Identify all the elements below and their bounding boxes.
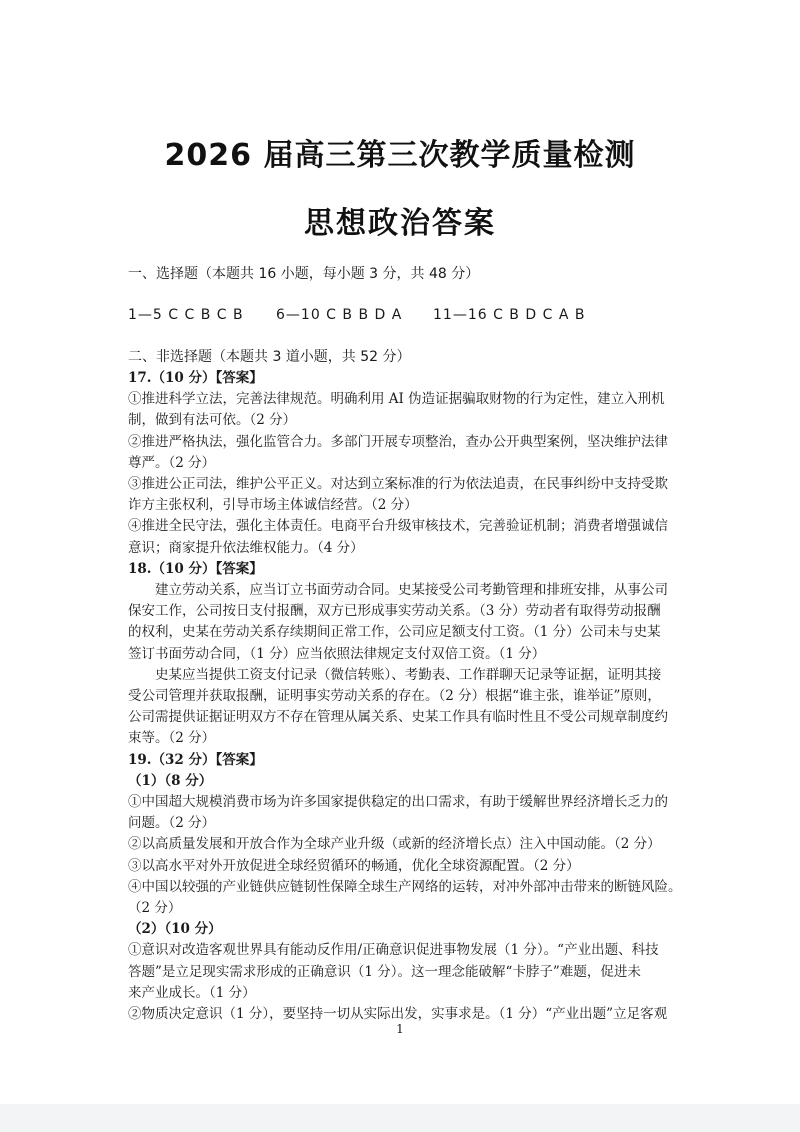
answer-line: 尊严。（2 分）	[128, 455, 216, 471]
answer-line: ②推进严格执法，强化监管合力。多部门开展专项整治，查办公开典型案例，坚决维护法律	[128, 434, 668, 450]
mc-answers-1-5: 1—5 C C B C B	[128, 307, 244, 323]
answer-line: 保安工作，公司按日支付报酬，双方已形成事实劳动关系。（3 分）劳动者有取得劳动报酬	[128, 603, 661, 619]
answer-line: ①推进科学立法，完善法律规范。明确利用 AI 伪造证据骗取财物的行为定性，建立入刑机	[128, 391, 665, 407]
answer-line: ④中国以较强的产业链供应链韧性保障全球生产网络的运转，对冲外部冲击带来的断链风险。	[128, 879, 682, 895]
answer-line: ②以高质量发展和开放合作为全球产业升级（或新的经济增长点）注入中国动能。（2 分）	[128, 836, 661, 852]
exam-title: 2026 届高三第三次教学质量检测	[164, 138, 636, 173]
answer-line: ②物质决定意识（1 分），要坚持一切从实际出发，实事求是。（1 分）“产业出题”立足客观	[128, 1006, 668, 1022]
mc-answers-6-10: 6—10 C B B D A	[276, 307, 403, 323]
answer-line: ③以高水平对外开放促进全球经贸循环的畅通，优化全球资源配置。（2 分）	[128, 858, 580, 874]
answer-line: 史某应当提供工资支付记录（微信转账）、考勤表、工作群聊天记录等证据，证明其接	[128, 667, 662, 683]
section-1-heading: 一、选择题（本题共 16 小题，每小题 3 分，共 48 分）	[128, 266, 480, 282]
answer-line: 束等。（2 分）	[128, 730, 216, 746]
answer-line: 答题”是立足现实需求形成的正确意识（1 分）。这一理念能破解“卡脖子”难题，促进未	[128, 964, 641, 980]
answer-line: ④推进全民守法，强化主体责任。电商平台升级审核技术，完善验证机制；消费者增强诚信	[128, 518, 668, 534]
question-heading: 18.（10 分）【答案】	[128, 561, 263, 577]
answer-line: 问题。（2 分）	[128, 815, 216, 831]
answer-line: 制，做到有法可依。（2 分）	[128, 412, 297, 428]
answer-line: 签订书面劳动合同，（1 分）应当依照法律规定支付双倍工资。（1 分）	[128, 646, 546, 662]
answer-line: ③推进公正司法，维护公平正义。对达到立案标准的行为依法追责，在民事纠纷中支持受欺	[128, 476, 668, 492]
question-heading: （1）（8 分）	[128, 773, 213, 789]
answer-line: 建立劳动关系，应当订立书面劳动合同。史某接受公司考勤管理和排班安排，从事公司	[128, 582, 668, 598]
answer-line: （2 分）	[128, 900, 182, 916]
answer-line: 受公司管理并获取报酬，证明事实劳动关系的存在。（2 分）根据“谁主张，谁举证”原则，	[128, 688, 661, 704]
answer-line: 的权利，史某在劳动关系存续期间正常工作，公司应足额支付工资。（1 分）公司未与史某	[128, 624, 661, 640]
bottom-strip	[0, 1104, 800, 1132]
section-2-heading: 二、非选择题（本题共 3 道小题，共 52 分）	[128, 349, 411, 365]
answer-line: 意识；商家提升依法维权能力。（4 分）	[128, 540, 364, 556]
answer-line: 来产业成长。（1 分）	[128, 985, 256, 1001]
answer-line: 公司需提供证据证明双方不存在管理从属关系、史某工作具有临时性且不受公司规章制度约	[128, 709, 668, 725]
subject-title: 思想政治答案	[304, 206, 496, 241]
answer-line: 诈方主张权利，引导市场主体诚信经营。（2 分）	[128, 497, 418, 513]
answer-line: ①意识对改造客观世界具有能动反作用/正确意识促进事物发展（1 分）。“产业出题、科技	[128, 942, 659, 958]
question-heading: 17.（10 分）【答案】	[128, 370, 263, 386]
mc-answers-11-16: 11—16 C B D C A B	[433, 307, 586, 323]
question-heading: （2）（10 分）	[128, 921, 222, 937]
page-number: 1	[396, 1022, 404, 1036]
answer-line: ①中国超大规模消费市场为许多国家提供稳定的出口需求，有助于缓解世界经济增长乏力的	[128, 794, 668, 810]
question-heading: 19.（32 分）【答案】	[128, 752, 263, 768]
